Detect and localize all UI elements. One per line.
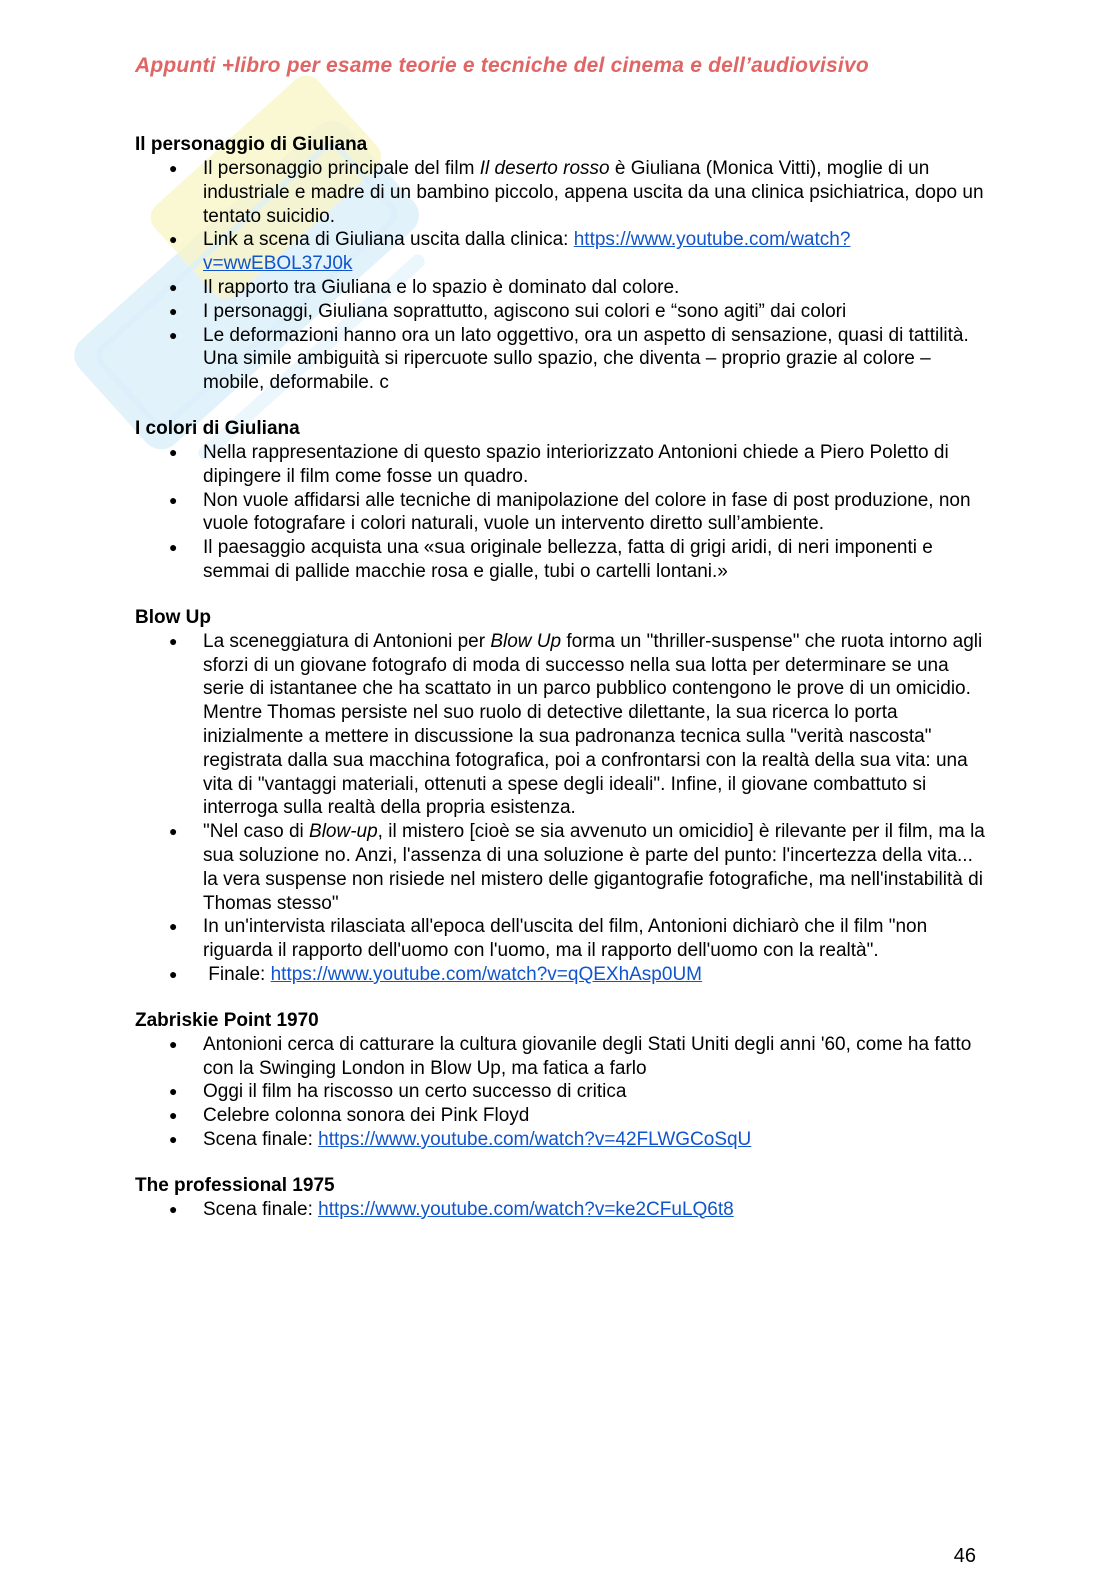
list-item xyxy=(135,630,985,820)
item-text: Il personaggio principale del film xyxy=(203,158,480,179)
item-text: Le deformazioni hanno ora un lato oggettivo, ora un aspetto di sensazione, quasi di tattilità. Una simile ambiguità si ripercuote sullo spazio, che diventa – proprio grazie al colore – mobile, deformabile. c xyxy=(203,324,969,394)
item-text: Non vuole affidarsi alle tecniche di manipolazione del colore in fase di post produzione, non vuole fotografare i colori naturali, vuole un intervento diretto sull’ambiente. xyxy=(203,489,971,535)
list-item xyxy=(135,276,985,300)
item-text: Oggi il film ha riscosso un certo successo di critica xyxy=(203,1081,627,1103)
item-text: Scena finale: xyxy=(203,1128,319,1150)
item-text: Finale: xyxy=(203,963,271,985)
section-title: Blow Up xyxy=(135,606,211,628)
list-item xyxy=(135,157,985,228)
item-text: , il mistero [cioè se sia avvenuto un omicidio] è rilevante per il film, ma la sua soluzione no. Anzi, l'assenza di una soluzione è parte del punto: l'incertezza della vita... la vera suspense non risiede nel mistero delle gigantografie fotografiche, ma nell'instabilità di Thomas stesso" xyxy=(203,821,985,914)
section-title: I colori di Giuliana xyxy=(135,417,300,439)
list-item xyxy=(135,1198,985,1222)
item-text: Nella rappresentazione di questo spazio interiorizzato Antonioni chiede a Piero Poletto di dipingere il film come fosse un quadro. xyxy=(203,441,949,487)
list-item xyxy=(135,489,985,537)
section-title: Zabriskie Point 1970 xyxy=(135,1009,319,1031)
list-item xyxy=(135,1033,985,1081)
item-text: forma un "thriller-suspense" che ruota intorno agli sforzi di un giovane fotografo di moda di successo nella sua lotta per determinare se una serie di istantanee che ha scattato in un parco pubblico contengono le prove di un omicidio. Mentre Thomas persiste nel suo ruolo di detective dilettante, la sua ricerca lo porta inizialmente a mettere in discussione la sua padronanza tecnica sulla "verità nascosta" registrata dalla sua macchina fotografica, poi a confrontarsi con la realtà della sua vita: una vita di "vantaggi materiali, ottenuti a spese degli ideali". Infine, il giovane combattuto si interroga sulla realtà della propria esistenza. xyxy=(203,630,983,819)
item-text: è Giuliana (Monica Vitti), moglie di un industriale e madre di un bambino piccolo, appena uscita da una clinica psichiatrica, dopo un tentato suicidio. xyxy=(203,158,984,227)
section-title: The professional 1975 xyxy=(135,1174,335,1196)
youtube-link[interactable]: https://www.youtube.com/watch?v=wwEBOL37J0k xyxy=(203,229,851,275)
list-item xyxy=(135,441,985,489)
list-item xyxy=(135,820,985,915)
section-zabriskie-point xyxy=(135,1009,985,1152)
item-text: I personaggi, Giuliana soprattutto, agiscono sui colori e “sono agiti” dai colori xyxy=(203,300,847,322)
film-title: Il deserto rosso xyxy=(479,158,610,179)
bullet-list xyxy=(135,1198,985,1222)
section-colori xyxy=(135,417,985,584)
list-item xyxy=(135,915,985,963)
section-blow-up xyxy=(135,606,985,987)
list-item xyxy=(135,324,985,395)
list-item xyxy=(135,963,985,987)
item-text: Celebre colonna sonora dei Pink Floyd xyxy=(203,1105,530,1127)
youtube-link[interactable]: https://www.youtube.com/watch?v=ke2CFuLQ6t8 xyxy=(318,1198,734,1220)
item-text: Scena finale: xyxy=(203,1198,319,1220)
youtube-link[interactable]: https://www.youtube.com/watch?v=qQEXhAsp0UM xyxy=(270,963,702,985)
list-item xyxy=(135,536,985,584)
youtube-link[interactable]: https://www.youtube.com/watch?v=42FLWGCoSqU xyxy=(318,1128,752,1150)
document-body xyxy=(135,133,985,1243)
section-giuliana xyxy=(135,133,985,395)
item-text: Antonioni cerca di catturare la cultura giovanile degli Stati Uniti degli anni '60, come ha fatto con la Swinging London in Blow Up, ma fatica a farlo xyxy=(203,1033,972,1079)
film-title: Blow-up xyxy=(309,821,378,843)
list-item xyxy=(135,1080,985,1104)
bullet-list xyxy=(135,1033,985,1152)
item-text: La sceneggiatura di Antonioni per xyxy=(203,630,491,652)
item-text: "Nel caso di xyxy=(203,821,310,843)
list-item xyxy=(135,228,985,276)
item-text: Link a scena di Giuliana uscita dalla clinica: xyxy=(203,229,574,251)
page-number: 46 xyxy=(953,1545,976,1567)
film-title: Blow Up xyxy=(490,630,562,652)
list-item xyxy=(135,300,985,324)
bullet-list xyxy=(135,157,985,395)
section-the-professional xyxy=(135,1174,985,1222)
item-text: In un'intervista rilasciata all'epoca dell'uscita del film, Antonioni dichiarò che il film "non riguarda il rapporto dell'uomo con l'uomo, ma il rapporto dell'uomo con la realtà". xyxy=(203,916,928,962)
list-item xyxy=(135,1104,985,1128)
document-header-title: Appunti +libro per esame teorie e tecniche del cinema e dell’audiovisivo xyxy=(135,54,869,77)
list-item xyxy=(135,1128,985,1152)
item-text: Il paesaggio acquista una «sua originale bellezza, fatta di grigi aridi, di neri imponenti e semmai di pallide macchie rosa e gialle, tubi o cartelli lontani.» xyxy=(203,537,933,582)
bullet-list xyxy=(135,441,985,584)
item-text: Il rapporto tra Giuliana e lo spazio è dominato dal colore. xyxy=(203,276,680,298)
section-title: Il personaggio di Giuliana xyxy=(135,134,368,155)
bullet-list xyxy=(135,630,985,987)
